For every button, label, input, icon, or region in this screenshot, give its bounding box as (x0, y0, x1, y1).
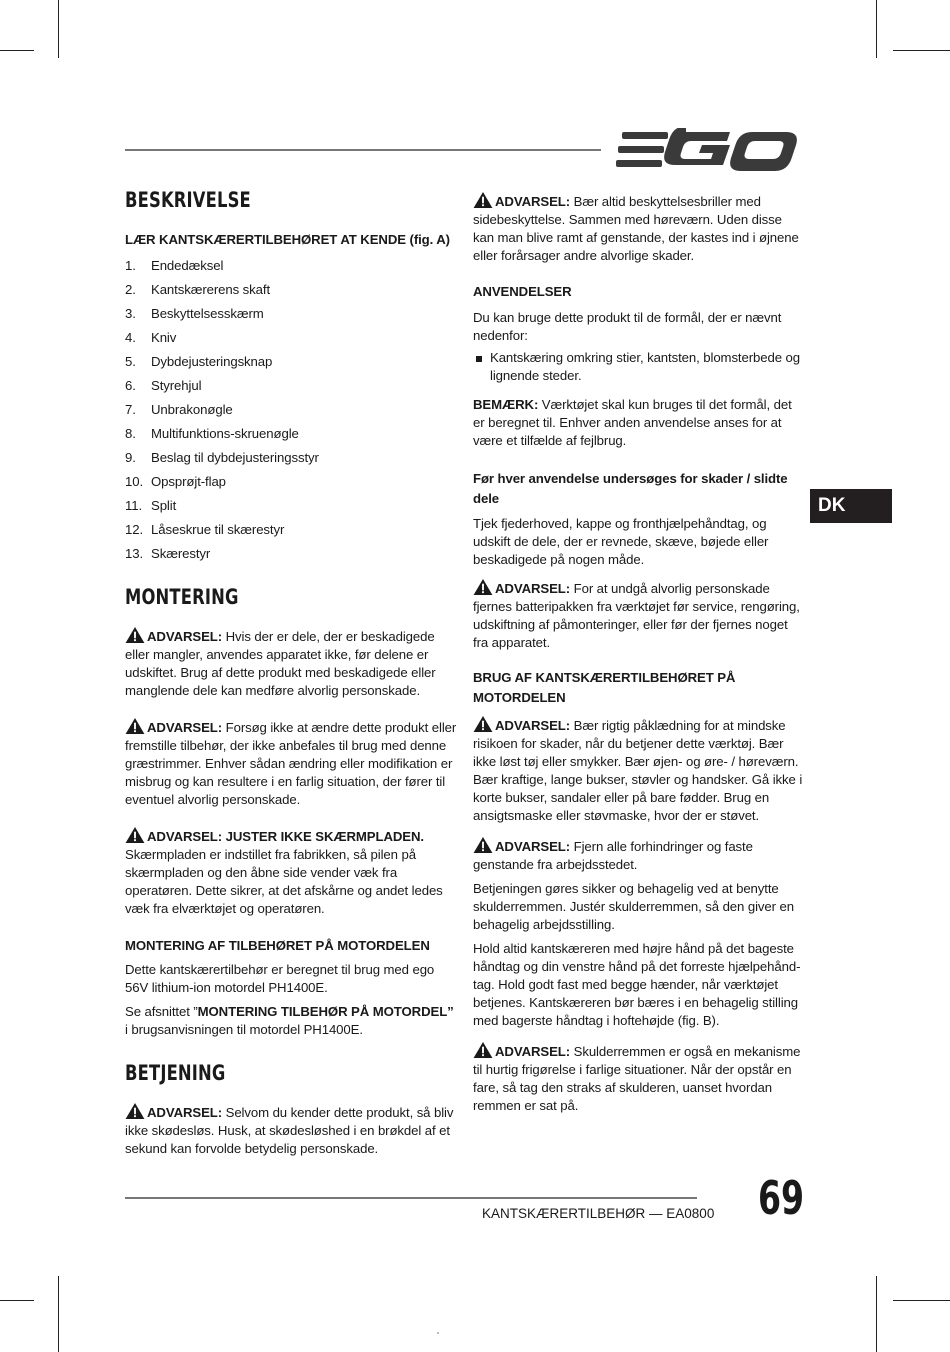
list-item: Kantskæring omkring stier, kantsten, blomsterbede og lignende steder. (473, 349, 805, 385)
left-column (125, 186, 457, 1158)
warning-icon (125, 627, 145, 643)
crop-mark (58, 0, 59, 58)
section-heading-beskrivelse: BESKRIVELSE (125, 188, 251, 212)
crop-mark (893, 1300, 950, 1301)
paragraph: Betjeningen gøres sikker og behagelig ved at benytte skulderremmen. Justér skulderremmen, så den giver en behagelig arbejdsstilling. (473, 881, 794, 932)
warning-paragraph: ADVARSEL: For at undgå alvorlig personskade fjernes batteripakken fra værktøjet før service, rengøring, udskiftning af påmonteringer, eller før der fjernes noget fra apparatet. (473, 581, 800, 650)
crop-mark (893, 50, 950, 51)
warning-icon (473, 1042, 493, 1058)
warning-icon (473, 716, 493, 732)
warning-paragraph: ADVARSEL: Skulderremmen er også en mekanisme til hurtig frigørelse i farlige situationer. Når der opstår en fare, så tag den straks af skulderen, uanset hvordan remmen er sat på. (473, 1044, 801, 1113)
note-paragraph: BEMÆRK: Værktøjet skal kun bruges til det formål, det er beregnet til. Enhver anden anvendelse anses for at være et tilfælde af fejlbrug. (473, 397, 792, 448)
crop-mark (0, 50, 34, 51)
list-item: 12. Låseskrue til skærestyr (125, 522, 285, 537)
subheading-parts: LÆR KANTSKÆRERTILBEHØRET AT KENDE (fig. A) (125, 232, 450, 247)
right-column (473, 192, 805, 1115)
list-item: 3. Beskyttelsesskærm (125, 306, 264, 321)
section-heading-montering: MONTERING (125, 585, 239, 609)
crop-mark (58, 1276, 59, 1352)
paragraph: Hold altid kantskæreren med højre hånd på det bageste håndtag og din venstre hånd på det forreste hjælpehånd-tag. Hold godt fast med begge hænder, når værktøjet betjenes. Kantskæreren bør bæres i en behagelig stilling med bagerste håndtag i hoftehøjde (fig. B). (473, 941, 801, 1028)
warning-icon (125, 1103, 145, 1119)
crop-mark (876, 1276, 877, 1352)
list-item: 10. Opsprøjt-flap (125, 474, 226, 489)
paragraph: Tjek fjederhoved, kappe og fronthjælpehåndtag, og udskift de dele, der er revnede, skæve, bøjede eller beskadigede på nogen måde. (473, 516, 769, 567)
warning-paragraph: ADVARSEL: Forsøg ikke at ændre dette produkt eller fremstille tilbehør, der ikke anbefales til brug med denne græstrimmer. Enhver sådan ændring eller modifikation er misbrug og kan resultere i en farlig situation, der fører til eventuel alvorlig personskade. (125, 720, 457, 807)
warning-icon (125, 718, 145, 734)
subheading-brug: BRUG AF KANTSKÆRERTILBEHØRET PÅ MOTORDELEN (473, 670, 736, 705)
section-heading-betjening: BETJENING (125, 1061, 226, 1085)
language-tab: DK (810, 489, 892, 523)
page-number: 69 (758, 1171, 805, 1225)
footer-rule (125, 1197, 697, 1199)
list-item: 6. Styrehjul (125, 378, 202, 393)
paragraph: Se afsnittet ”MONTERING TILBEHØR PÅ MOTORDEL” i brugsanvisningen til motordel PH1400E. (125, 1004, 454, 1037)
warning-icon (125, 827, 145, 843)
list-item: 11. Split (125, 498, 177, 513)
parts-list (125, 257, 457, 569)
list-item: 9. Beslag til dybdejusteringsstyr (125, 450, 319, 465)
paragraph: Du kan bruge dette produkt til de formål, der er nævnt nedenfor: (473, 310, 782, 343)
warning-paragraph: ADVARSEL: Bær rigtig påklædning for at mindske risikoen for skader, når du betjener dette værktøj. Bær ikke løst tøj eller smykker. Bær øjen- og øre- / høreværn. Bær kraftige, lange bukser, støvler og handsker. Gå ikke i korte bukser, sandaler eller på bare fødder. Brug en ansigtsmaske eller støvmaske, hvor der er støvet. (473, 718, 803, 823)
warning-paragraph: ADVARSEL: Fjern alle forhindringer og faste genstande fra arbejdsstedet. (473, 839, 753, 872)
crop-mark (0, 1300, 34, 1301)
warning-paragraph: ADVARSEL: Selvom du kender dette produkt, så bliv ikke skødesløs. Husk, at skødesløshed i en brøkdel af et sekund kan forvolde betydelig personskade. (125, 1105, 454, 1156)
ego-logo (616, 128, 800, 172)
list-item: 1. Endedæksel (125, 258, 224, 273)
warning-icon (473, 579, 493, 595)
print-dot (437, 1332, 439, 1334)
header-rule (125, 149, 601, 151)
warning-paragraph: ADVARSEL: Bær altid beskyttelsesbriller med sidebeskyttelse. Sammen med høreværn. Uden disse kan man blive ramt af genstande, der kastes ind i øjnene eller forårsager andre alvorlige skader. (473, 194, 799, 263)
paragraph: Dette kantskærertilbehør er beregnet til brug med ego 56V lithium-ion motordel PH1400E. (125, 962, 435, 995)
subheading-inspection: Før hver anvendelse undersøges for skader / slidte dele (473, 471, 788, 506)
warning-paragraph: ADVARSEL: JUSTER IKKE SKÆRMPLADEN. Skærmpladen er indstillet fra fabrikken, så pilen på skærmpladen og den åbne side vender væk fra operatøren. Dette sikrer, at det afskårne og andet ledes væk fra elværktøjet og operatøren. (125, 829, 443, 916)
list-item: 4. Kniv (125, 330, 177, 345)
list-item: 7. Unbrakonøgle (125, 402, 233, 417)
subheading-montering-tilbehor: MONTERING AF TILBEHØRET PÅ MOTORDELEN (125, 938, 430, 953)
warning-icon (473, 192, 493, 208)
list-item: 2. Kantskærerens skaft (125, 282, 271, 297)
list-item: 13. Skærestyr (125, 546, 211, 561)
footer-title: KANTSKÆRERTILBEHØR — EA0800 (482, 1206, 715, 1221)
bullet-list (473, 349, 805, 385)
warning-icon (473, 837, 493, 853)
list-item: 5. Dybdejusteringsknap (125, 354, 273, 369)
list-item: 8. Multifunktions-skruenøgle (125, 426, 299, 441)
subheading-anvendelser: ANVENDELSER (473, 284, 572, 299)
crop-mark (876, 0, 877, 58)
warning-paragraph: ADVARSEL: Hvis der er dele, der er beskadigede eller mangler, anvendes apparatet ikke, før delene er udskiftet. Brug af dette produkt med beskadigede eller manglende dele kan medføre alvorlig personskade. (125, 629, 436, 698)
